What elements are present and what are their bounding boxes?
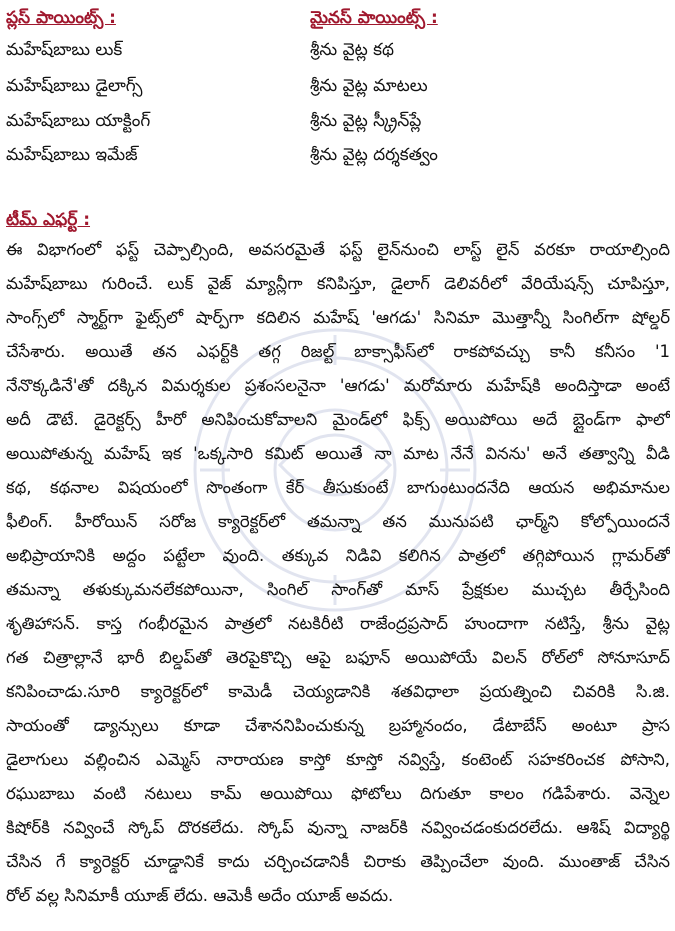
paragraph-line: శృతిహాసన్. కాస్త గంభీరమైన పాత్రలో నటకిరీటి రాజేంద్రప్రసాద్ హుందాగా నటిస్తే, శ్రీను వైట్ల [6, 614, 670, 633]
paragraph-line: అదీ డౌటే. డైరెక్టర్స్ హీరో అనిపించుకోవాలని మైండ్‌లో ఫిక్స్ అయిపోయి అదే బ్లైండ్‌గా ఫాలో [6, 410, 670, 429]
plus-point-item: మహేష్‌బాబు లుక్ [6, 40, 123, 60]
paragraph-line: అయిపోతున్న మహేష్ ఇక 'ఒక్కసారి కమిట్ అయితే నా మాట నేనే వినను' అనే తత్వాన్ని వీడి [6, 444, 670, 463]
paragraph-line: తమన్నా తళుక్కుమనలేకపోయినా, సింగిల్ సాంగ్‌తో మాస్ ప్రేక్షకుల ముచ్చట తీర్చేసింది [6, 580, 670, 599]
plus-points-heading: ప్లస్ పాయింట్స్ : [6, 8, 116, 28]
paragraph-line: ఫీలింగ్. హీరోయిన్ సరోజ క్యారెక్టర్‌లో తమన్నా తన మునుపటి ఛార్మ్‌ని కోల్పోయిందనే [6, 512, 670, 531]
paragraph-line: గత చిత్రాల్లానే భారీ బిల్డప్‌తో తెరపైకొచ్చి ఆపై బఫూన్ అయిపోయే విలన్ రోల్‌లో సోనూసూద్ [6, 648, 670, 667]
paragraph-line: డైలాగులు వల్లించిన ఎమ్మెస్ నారాయణ కాస్తో కూస్తో నవ్విస్తే, కంటెంట్ సహకరించక పోసాని, [6, 750, 670, 769]
minus-point-item: శ్రీను వైట్ల కథ [310, 40, 395, 60]
paragraph-line: కిషోర్‌కి నవ్వించే స్కోప్ దొరకలేదు. స్కోప్ వున్నా నాజర్‌కి నవ్వించడంకుదరలేదు. ఆశిష్ విద్యార్థి [6, 818, 670, 837]
paragraph-line: సాంగ్స్‌లో స్మార్ట్‌గా ఫైట్స్‌లో షార్ప్‌గా కదిలిన మహేష్ 'ఆగడు' సినిమా మొత్తాన్నీ సింగిల్‌గా షోల్డర్ [6, 308, 670, 327]
paragraph-line: చేసిన గే క్యారెక్టర్ చూడ్డానికే కాదు చర్చించడానికీ చిరాకు తెప్పించేలా వుంది. ముంతాజ్ చేసిన [6, 852, 670, 871]
paragraph-line: రఘుబాబు వంటి నటులు కామ్ అయిపోయి ఫోటోలు దిగుతూ కాలం గడిపేశారు. వెన్నెల [6, 784, 670, 803]
minus-point-item: శ్రీను వైట్ల స్క్రీన్‌ప్లే [310, 111, 422, 131]
paragraph-line: మహేష్‌బాబు గురించే. లుక్ వైజ్ మ్యాన్లీగా కనిపిస్తూ, డైలాగ్ డెలివరీలో వేరియేషన్స్ చూపిస్తూ, [6, 274, 670, 293]
plus-point-item: మహేష్‌బాబు డైలాగ్స్ [6, 76, 143, 96]
minus-points-heading: మైనస్ పాయింట్స్ : [310, 8, 438, 28]
minus-point-item: శ్రీను వైట్ల దర్శకత్వం [310, 145, 438, 165]
paragraph-line: ఈ విభాగంలో ఫస్ట్ చెప్పాల్సింది, అవసరమైతే ఫస్ట్ లైన్‌నుంచి లాస్ట్ లైన్ వరకూ రాయాల్సింది [6, 240, 670, 259]
minus-point-item: శ్రీను వైట్ల మాటలు [310, 76, 428, 96]
paragraph-line: కనిపించాడు.సూరి క్యారెక్టర్‌లో కామెడీ చెయ్యడానికి శతవిధాలా ప్రయత్నించి చివరికి సి.జి. [6, 682, 670, 701]
paragraph-line: కథ, కథనాల విషయంలో సొంతంగా కేర్ తీసుకుంటే బాగుంటుందనేది ఆయన అభిమానుల [6, 478, 670, 497]
paragraph-line: నేనొక్కడినే'తో దక్కిన విమర్శకుల ప్రశంసలనైనా 'ఆగడు' మరోమారు మహేష్‌కి అందిస్తాడా అంటే [6, 376, 670, 395]
paragraph-line: అభిప్రాయానికి అద్దం పట్టేలా వుంది. తక్కువ నిడివి కలిగిన పాత్రలో తగ్గిపోయిన గ్లామర్‌తో [6, 546, 670, 565]
team-effort-heading: టీమ్ ఎఫర్ట్ : [6, 210, 91, 230]
plus-point-item: మహేష్‌బాబు ఇమేజ్ [6, 145, 138, 165]
plus-point-item: మహేష్‌బాబు యాక్టింగ్ [6, 111, 151, 131]
paragraph-line: సాయంతో డ్యాన్సులు కూడా చేశాననిపించుకున్న బ్రహ్మానందం, డేటాబేస్ అంటూ ప్రాస [6, 716, 670, 735]
paragraph-line: రోల్ వల్ల సినిమాకీ యూజ్ లేదు. ఆమెకీ అదేం యూజ్ అవదు. [6, 886, 394, 905]
paragraph-line: చేసేశారు. అయితే తన ఎఫర్ట్‌కి తగ్గ రిజల్ట్ బాక్సాఫీస్‌లో రాకపోవచ్చు కానీ కనీసం '1 [6, 342, 670, 361]
